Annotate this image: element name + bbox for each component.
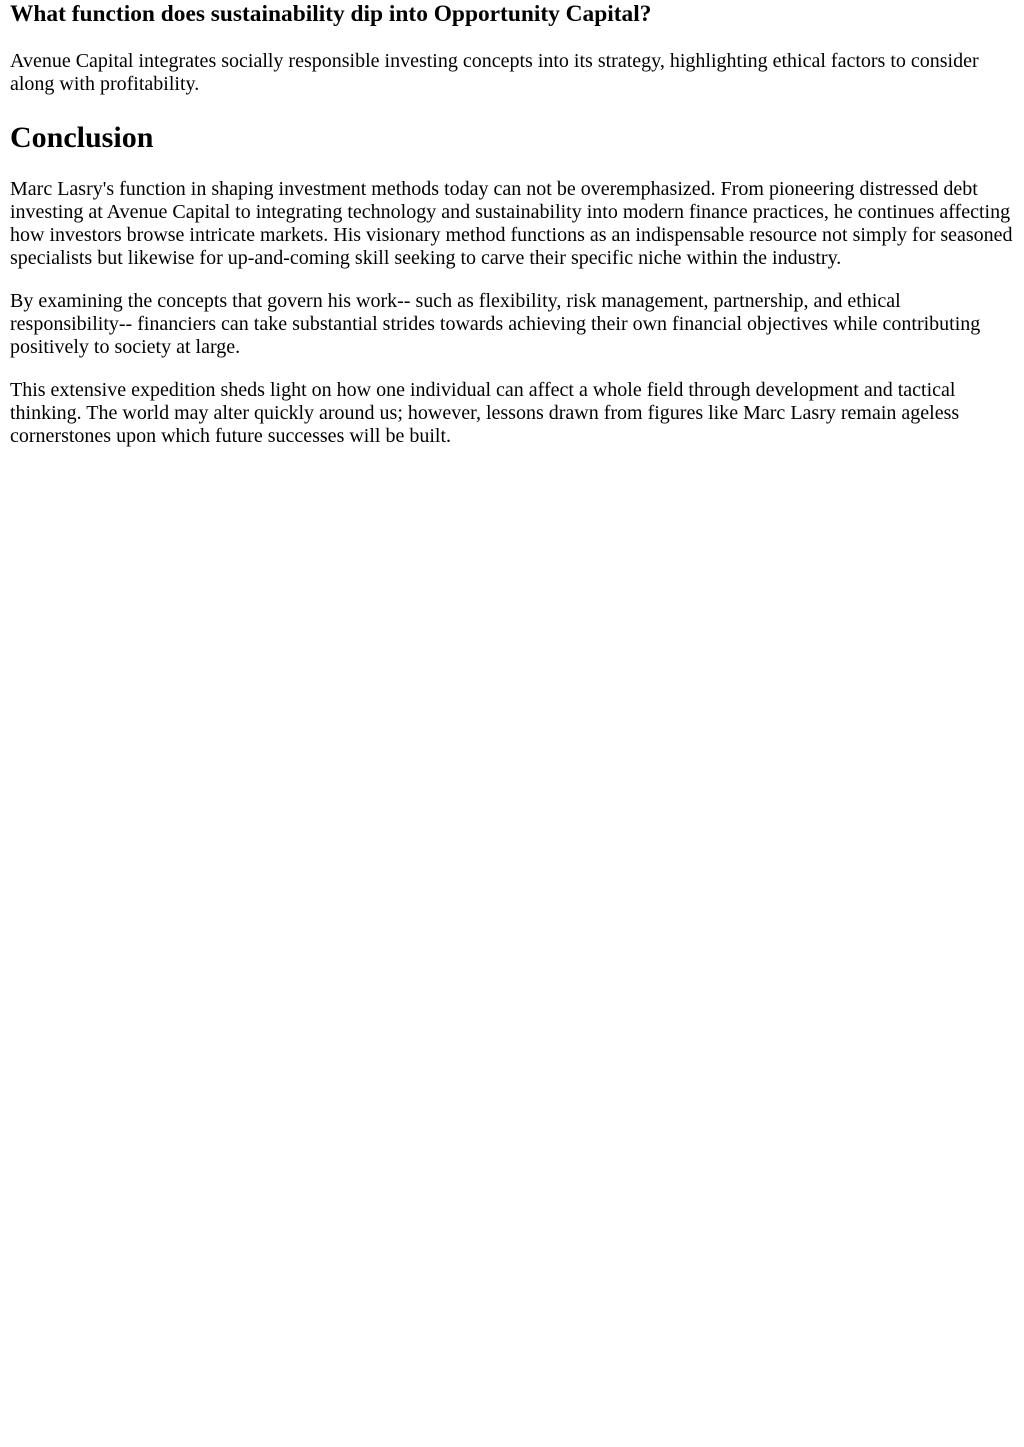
faq-answer-paragraph: Avenue Capital integrates socially responsible investing concepts into its strategy, highlighting ethical factors to consider along with profitability. [10,50,979,95]
conclusion-paragraph-3: This extensive expedition sheds light on how one individual can affect a whole field through development and tactical thinking. The world may alter quickly around us; however, lessons drawn from figures like Marc Lasry remain ageless cornerstones upon which future successes will be built. [10,379,960,447]
conclusion-paragraph-1: Marc Lasry's function in shaping investment methods today can not be overemphasized. From pioneering distressed debt investing at Avenue Capital to integrating technology and sustainability into modern finance practices, he continues affecting how investors browse intricate markets. His visionary method functions as an indispensable resource not simply for seasoned specialists but likewise for up-and-coming skill seeking to carve their specific niche within the industry. [10,178,1013,269]
conclusion-paragraph-2: By examining the concepts that govern his work-- such as flexibility, risk management, partnership, and ethical responsibility-- financiers can take substantial strides towards achieving their own financial objectives while contributing positively to society at large. [10,290,981,358]
conclusion-heading: Conclusion [10,121,154,154]
faq-question-heading: What function does sustainability dip into Opportunity Capital? [10,1,652,27]
article-page [0,1,1024,1447]
